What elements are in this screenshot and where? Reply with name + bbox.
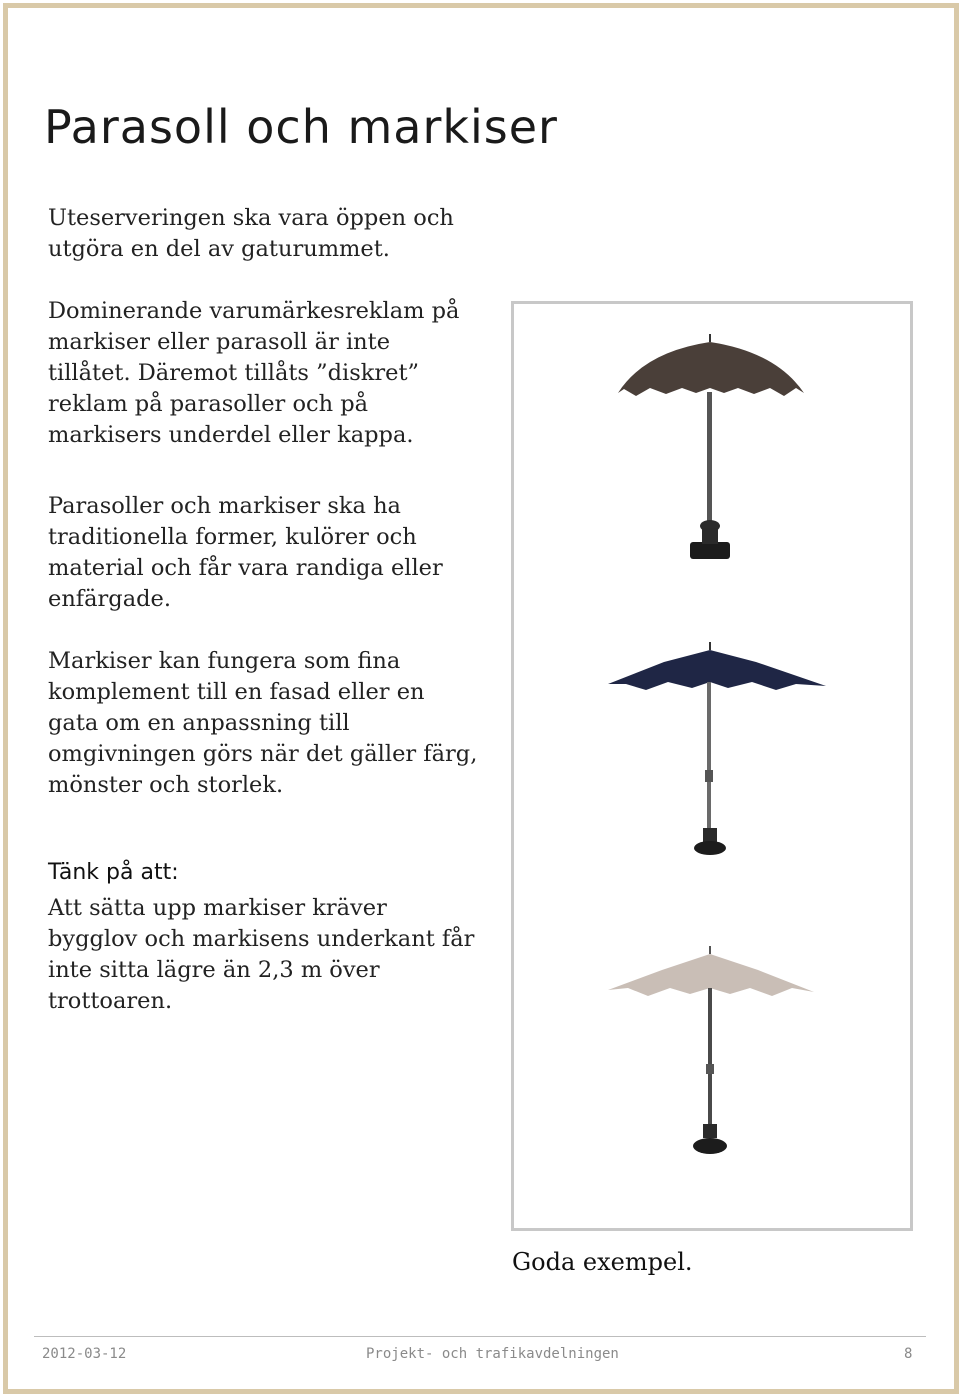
footer-date: 2012-03-12 bbox=[42, 1346, 127, 1362]
footer-page-number: 8 bbox=[904, 1346, 913, 1362]
beige-umbrella-icon bbox=[608, 946, 814, 1154]
paragraph-open-seating: Uteserveringen ska vara öppen och utgöra en del av gaturummet. bbox=[48, 205, 454, 262]
brown-umbrella-icon bbox=[618, 334, 804, 559]
page-title: Parasoll och markiser bbox=[44, 100, 558, 154]
photo-caption: Goda exempel. bbox=[512, 1248, 693, 1276]
umbrella-photos bbox=[511, 301, 913, 1231]
tip-text: Att sätta upp markiser kräver bygglov och markisens underkant får inte sitta lägre än 2,3 m över trottoaren. bbox=[48, 895, 475, 1014]
paragraph-forms-colors: Parasoller och markiser ska ha traditionella former, kulörer och material och får vara randiga eller enfärgade. bbox=[48, 493, 443, 612]
navy-umbrella-icon bbox=[608, 642, 826, 855]
footer-divider bbox=[34, 1336, 926, 1337]
tip-heading: Tänk på att: bbox=[48, 860, 179, 885]
footer-department: Projekt- och trafikavdelningen bbox=[366, 1346, 619, 1362]
paragraph-advertising: Dominerande varumärkesreklam på markiser eller parasoll är inte tillåtet. Däremot tillåts ”diskret” reklam på parasoller och på markisers underdel eller kappa. bbox=[48, 298, 460, 448]
paragraph-awnings: Markiser kan fungera som fina komplement till en fasad eller en gata om en anpassning till omgivningen görs när det gäller färg, mönster och storlek. bbox=[48, 648, 478, 798]
